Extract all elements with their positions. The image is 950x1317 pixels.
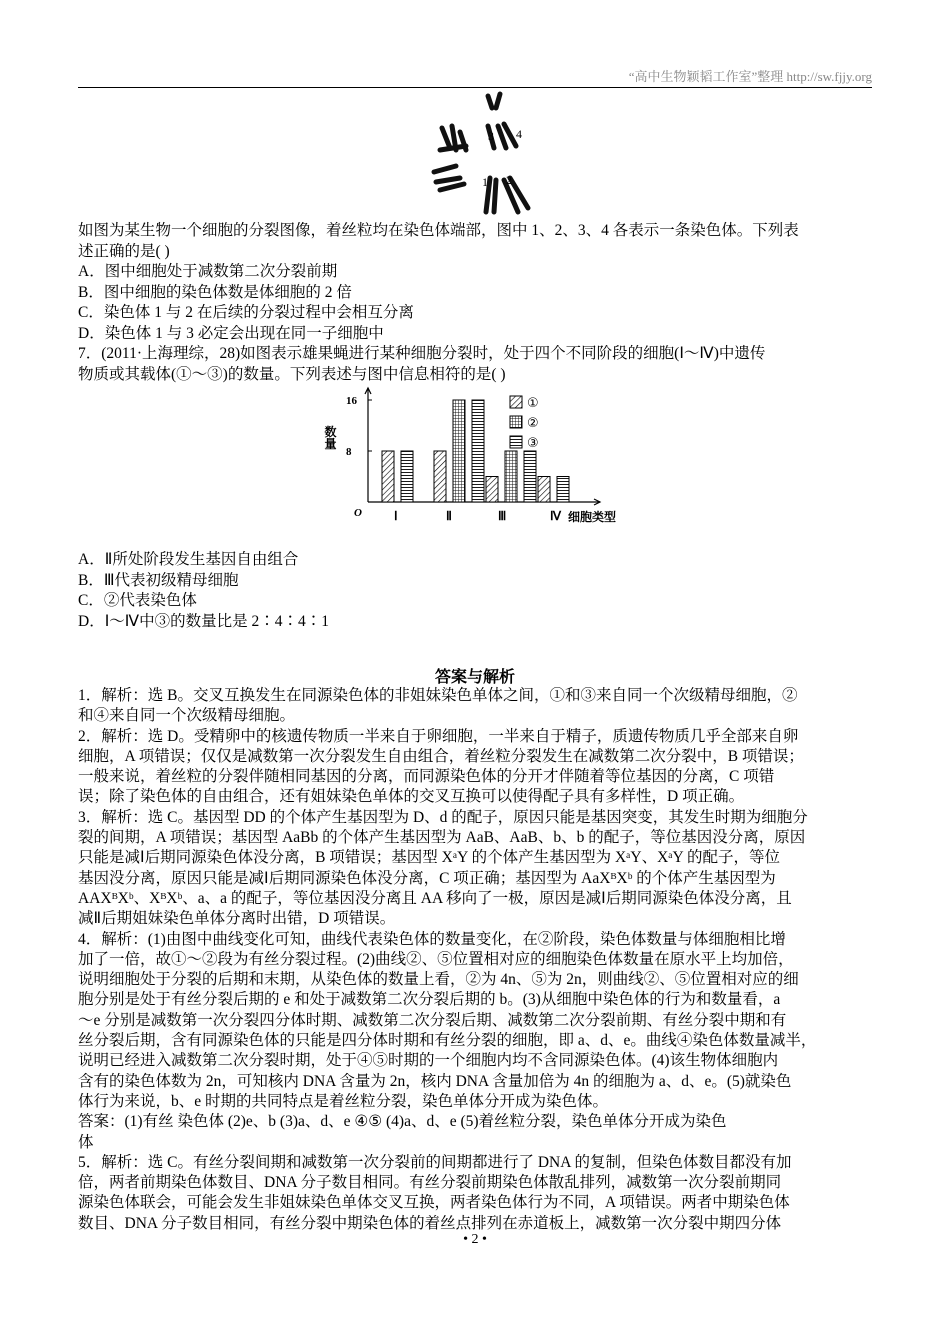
x-tick-label: Ⅲ <box>498 509 507 523</box>
answer-line: 减Ⅱ后期姐妹染色单体分离时出错，D 项错误。 <box>78 910 396 928</box>
bar-3-cat-2 <box>472 400 484 502</box>
bar-3-cat-1 <box>401 451 413 502</box>
answer-line: 1．解析：选 B。交叉互换发生在同源染色体的非姐妹染色单体之间，①和③来自同一个次级精母细胞，② <box>78 687 798 704</box>
question-stem-line: 述正确的是( ) <box>78 242 170 260</box>
answer-line: 说明已经进入减数第二次分裂时期，处于④⑤时期的一个细胞内均不含同源染色体。(4)该生物体细胞内 <box>78 1052 779 1070</box>
answer-line: 只能是减Ⅰ后期同源染色体没分离，B 项错误；基因型 XᵃY 的个体产生基因型为 XᵃY、XᵃY 的配子，等位 <box>78 849 781 867</box>
answer-line: 倍，两者前期染色体数目、DNA 分子数目相同。有丝分裂前期染色体散乱排列，减数第一次分裂前期同 <box>78 1174 782 1192</box>
x-tick-label: Ⅳ <box>550 509 562 523</box>
option-b: B．Ⅲ代表初级精母细胞 <box>78 571 239 589</box>
answer-line: 体行为来说，b、e 时期的共同特点是着丝粒分裂，染色单体分开成为染色体。 <box>78 1092 609 1110</box>
legend-swatch-2 <box>510 416 522 428</box>
answer-line: 4．解析：(1)由图中曲线变化可知，曲线代表染色体的数量变化，在②阶段，染色体数量与体细胞相比增 <box>78 930 786 948</box>
origin-label: O <box>354 507 362 519</box>
option-d: D．染色体 1 与 3 必定会出现在同一子细胞中 <box>78 324 384 342</box>
page-header: “高中生物颖韬工作室”整理 http://sw.fjjy.org <box>628 69 872 84</box>
answers-section <box>78 686 878 1234</box>
answer-line: 胞分别是处于有丝分裂后期的 e 和处于减数第二次分裂后期的 b。(3)从细胞中染色体的行为和数量看，a <box>78 991 781 1009</box>
bar-2-cat-2 <box>453 400 465 502</box>
bar-1-cat-3 <box>486 477 498 503</box>
chromosome-shape <box>440 184 464 190</box>
option-a: A．Ⅱ所处阶段发生基因自由组合 <box>78 551 299 568</box>
figure-label: 1 <box>482 175 488 189</box>
option-c: C．②代表染色体 <box>78 592 197 609</box>
question-7-stem-line: 7．(2011·上海理综，28)如图表示雄果蝇进行某种细胞分裂时，处于四个不同阶段的细胞(Ⅰ～Ⅳ)中遗传 <box>78 345 766 362</box>
legend-swatch-1 <box>510 396 522 408</box>
answer-line: 2．解析：选 D。受精卵中的核遗传物质一半来自于卵细胞，一半来自于精子，质遗传物质几乎全部来自卵 <box>78 727 799 745</box>
answer-line: ～e 分别是减数第一次分裂四分体时期、减数第二次分裂后期、减数第二次分裂前期、有丝分裂中期和有 <box>78 1011 787 1029</box>
bar-1-cat-4 <box>538 477 550 503</box>
chromosome-shape <box>434 166 456 172</box>
answer-line: 5．解析：选 C。有丝分裂间期和减数第一次分裂前的间期都进行了 DNA 的复制，但染色体数目都没有加 <box>78 1153 792 1171</box>
answers-title: 答案与解析 <box>434 669 515 686</box>
y-tick-label: 8 <box>346 446 352 458</box>
x-tick-label: Ⅰ <box>394 509 398 523</box>
legend-label-2: ② <box>527 416 539 431</box>
bar-3-cat-3 <box>524 451 536 502</box>
answer-line: 含有的染色体数为 2n，可知核内 DNA 含量为 2n，核内 DNA 含量加倍为 4n 的细胞为 a、d、e。(5)就染色 <box>78 1072 792 1090</box>
answer-line: 基因没分离，原因只能是减Ⅰ后期同源染色体没分离，C 项正确；基因型为 AaXᴮXᵇ 的个体产生基因型为 <box>78 869 776 887</box>
chromosome-shape <box>440 146 466 150</box>
answer-line: 答案：(1)有丝 染色体 (2)e、b (3)a、d、e ④⑤ (4)a、d、e (5)着丝粒分裂，染色单体分开成为染色 <box>78 1113 727 1131</box>
legend-label-3: ③ <box>527 436 539 451</box>
chromosome-figure <box>420 88 540 218</box>
bar-1-cat-1 <box>382 451 394 502</box>
bar-2-cat-3 <box>505 451 517 502</box>
figure-label: 2 <box>506 173 512 187</box>
question-stem-line: 如图为某生物一个细胞的分裂图像，着丝粒均在染色体端部，图中 1、2、3、4 各表示一条染色体。下列表 <box>78 222 799 239</box>
bar-3-cat-4 <box>557 477 569 503</box>
chromosome-shape <box>442 128 450 148</box>
answer-line: 一般来说，着丝粒的分裂伴随相同基因的分离，而同源染色体的分开才伴随着等位基因的分离，C 项错 <box>78 768 775 786</box>
option-c: C．染色体 1 与 2 在后续的分裂过程中会相互分离 <box>78 304 414 321</box>
figure-label: 4 <box>516 127 522 141</box>
answer-line: 体 <box>78 1133 94 1151</box>
y-tick-label: 16 <box>346 395 357 407</box>
answer-line: 3．解析：选 C。基因型 DD 的个体产生基因型为 D、d 的配子，原因只能是基因突变，其发生时期为细胞分 <box>78 808 808 826</box>
answer-line: 源染色体联会，可能会发生非姐妹染色单体交叉互换，两者染色体行为不同，A 项错误。两者中期染色体 <box>78 1194 790 1212</box>
bar-chart <box>320 382 640 537</box>
chromosome-shape <box>436 178 460 182</box>
chromosome-shape <box>494 180 496 212</box>
answer-line: 误；除了染色体的自由组合，还有姐妹染色单体的交叉互换可以使得配子具有多样性，D 项正确。 <box>78 788 745 806</box>
figure-label: 3 <box>488 129 494 143</box>
question-7-stem-line: 物质或其载体(①～③)的数量。下列表述与图中信息相符的是( ) <box>78 365 506 383</box>
answer-line: 和④来自同一个次级精母细胞。 <box>78 707 296 725</box>
page-number: • 2 • <box>463 1232 487 1247</box>
answer-line: 数目、DNA 分子数目相同，有丝分裂中期染色体的着丝点排列在赤道板上，减数第一次分裂中期四分体 <box>78 1214 782 1232</box>
option-b: B．图中细胞的染色体数是体细胞的 2 倍 <box>78 283 352 301</box>
bar-1-cat-2 <box>434 451 446 502</box>
answer-line: 说明细胞处于分裂的后期和末期，从染色体的数量上看，②为 4n、⑤为 2n，则曲线②、⑤位置相对应的细 <box>78 971 799 989</box>
legend-label-1: ① <box>527 396 539 411</box>
x-axis-label: 细胞类型 <box>568 510 617 524</box>
y-axis-label: 数量 <box>323 425 337 450</box>
answer-line: 细胞，A 项错误；仅仅是减数第一次分裂发生自由组合，着丝粒分裂发生在减数第二次分裂中，B 项错误； <box>78 747 804 765</box>
x-tick-label: Ⅱ <box>446 509 452 523</box>
option-a: A．图中细胞处于减数第二次分裂前期 <box>78 263 338 280</box>
chromosome-shape <box>496 94 500 108</box>
option-d: D．Ⅰ～Ⅳ中③的数量比是 2∶4∶4∶1 <box>78 612 329 630</box>
legend-swatch-3 <box>510 436 522 448</box>
answer-line: 丝分裂后期，含有同源染色体的只能是四分体时期和有丝分裂的细胞，即 a、d、e。曲线④染色体数量减半， <box>78 1032 817 1050</box>
question-7-options <box>78 550 878 632</box>
question-6 <box>78 221 878 385</box>
answer-line: AAXᴮXᵇ、XᴮXᵇ、a、a 的配子，等位基因没分离且 AA 移向了一极，原因是减Ⅰ后期同源染色体没分离，且 <box>78 889 792 907</box>
chromosome-shape <box>488 96 492 108</box>
answer-line: 裂的间期，A 项错误；基因型 AaBb 的个体产生基因型为 AaB、AaB、b、b 的配子，等位基因没分离，原因 <box>78 829 806 847</box>
answer-line: 加了一倍，故①～②段为有丝分裂过程。(2)曲线②、⑤位置相对应的细胞染色体数量在原水平上均加倍， <box>78 950 794 968</box>
